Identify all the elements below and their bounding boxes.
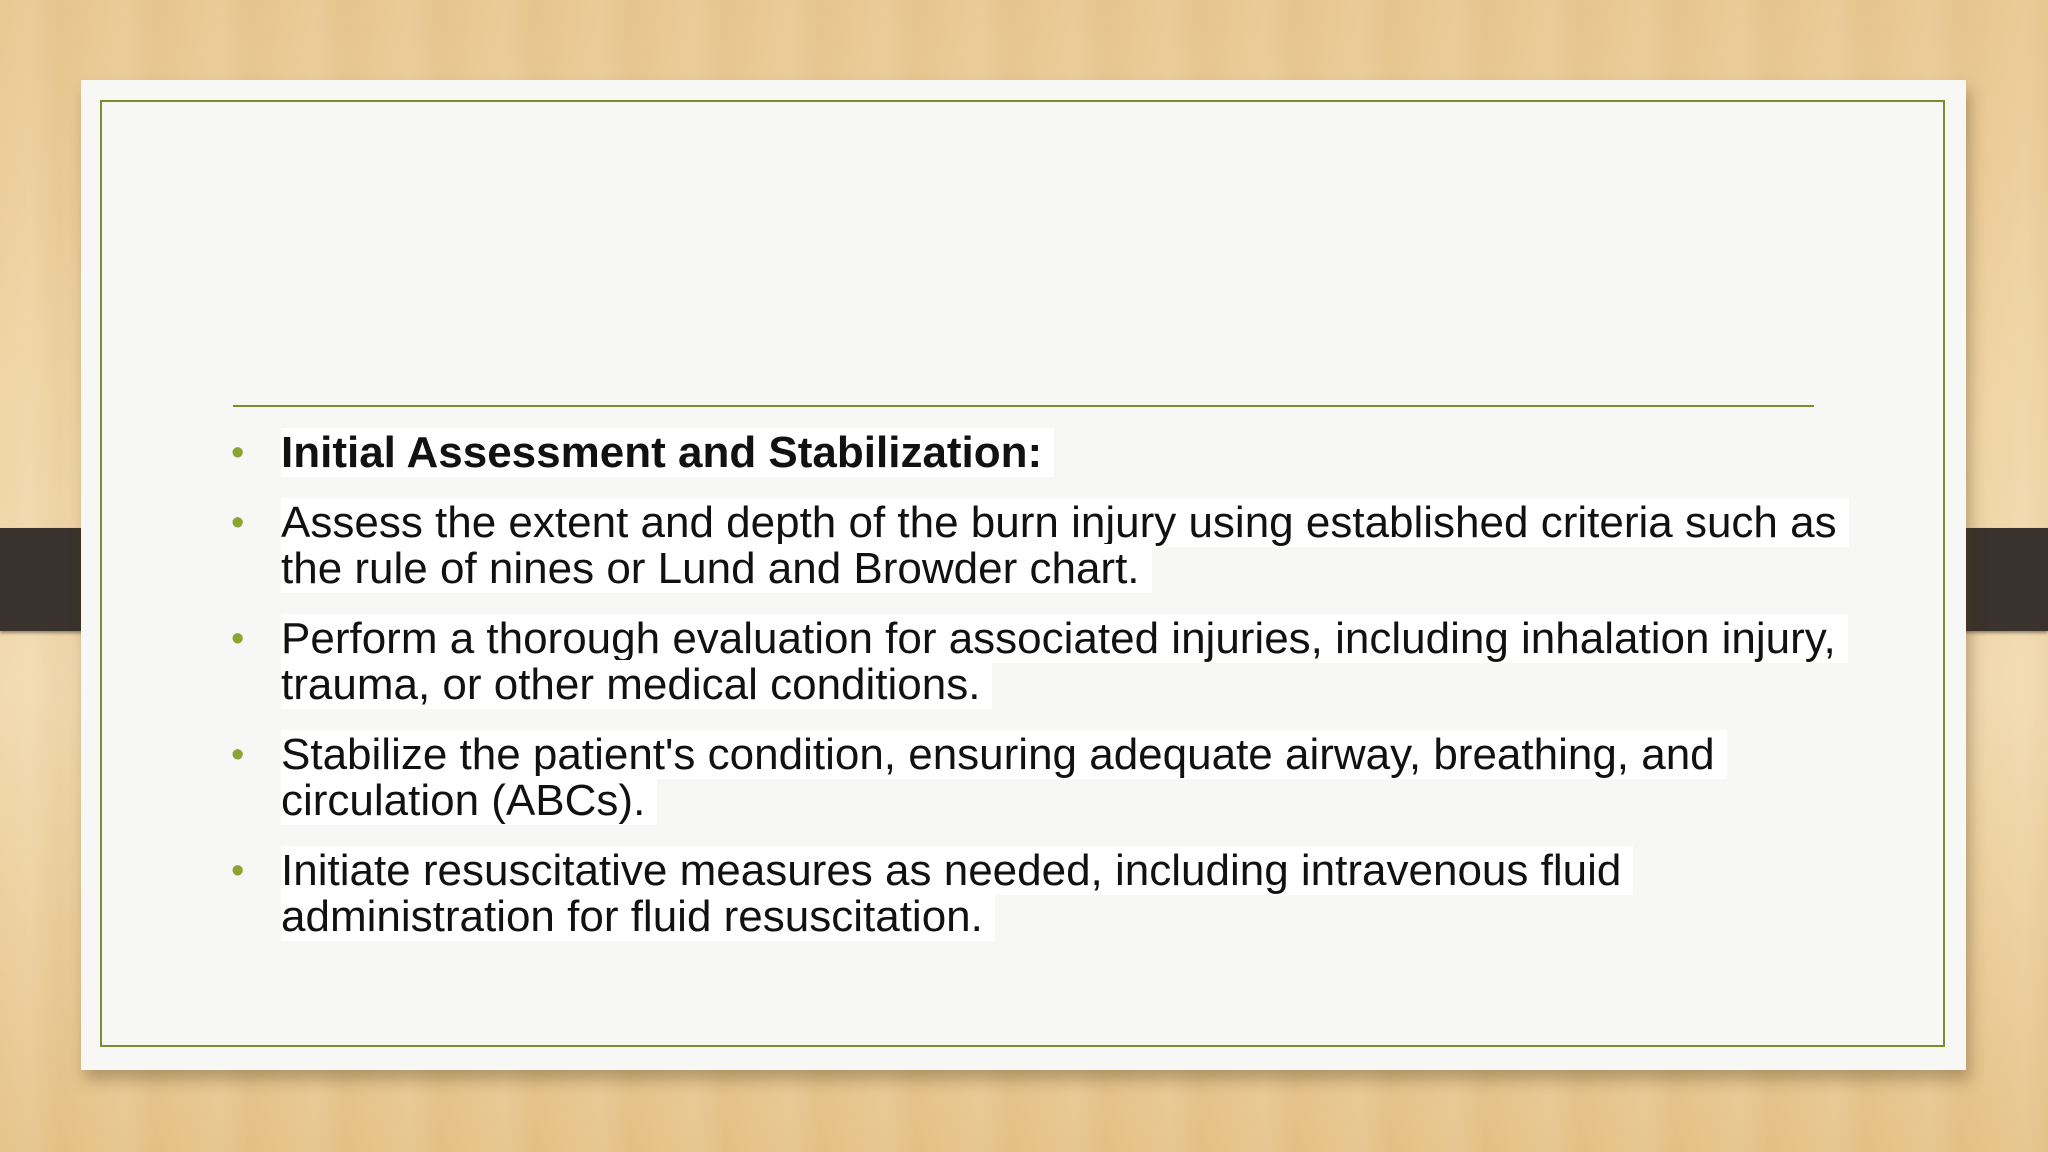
slide — [81, 80, 1966, 1070]
bullet-text: Initiate resuscitative measures as needed, including intravenous fluid administration for fluid resuscitation. — [281, 846, 1633, 941]
bullet-text: Stabilize the patient's condition, ensuring adequate airway, breathing, and circulation (ABCs). — [281, 730, 1727, 825]
bullet-text: Perform a thorough evaluation for associated injuries, including inhalation injury, trauma, or other medical conditions. — [281, 614, 1848, 709]
bullet-icon: • — [231, 734, 245, 776]
title-divider-line — [233, 405, 1814, 407]
bullet-list — [231, 430, 1851, 964]
bullet-icon: • — [231, 850, 245, 892]
bullet-item — [231, 848, 1851, 940]
bullet-item — [231, 500, 1851, 592]
bullet-item — [231, 430, 1851, 476]
bullet-icon: • — [231, 502, 245, 544]
bullet-icon: • — [231, 618, 245, 660]
bullet-icon: • — [231, 432, 245, 474]
bullet-item — [231, 732, 1851, 824]
bullet-text: Assess the extent and depth of the burn injury using established criteria such as the rule of nines or Lund and Browder chart. — [281, 498, 1849, 593]
bullet-heading-text: Initial Assessment and Stabilization: — [281, 428, 1054, 477]
bullet-item — [231, 616, 1851, 708]
